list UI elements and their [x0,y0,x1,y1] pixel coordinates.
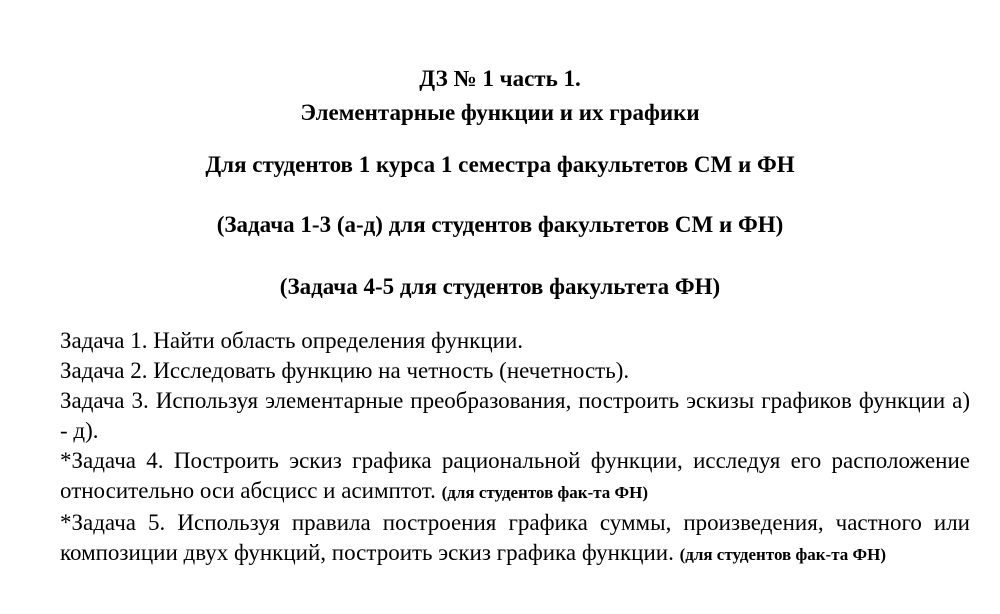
task-5-note: (для студентов фак-та ФН) [679,545,886,564]
task-4-text: *Задача 4. Построить эскиз графика рациональной функции, исследуя его расположение относительно оси абсцисс и асимптот. [60,448,970,503]
task-4-note: (для студентов фак-та ФН) [441,483,649,502]
tasks-4-5-heading: (Задача 4-5 для студентов факультета ФН) [279,274,721,299]
task-1 [60,326,970,356]
task-2-text: Задача 2. Исследовать функцию на четность (нечетность). [60,358,630,383]
task-4 [60,446,970,508]
document-subtitle: Элементарные функции и их графики [300,100,700,125]
task-1-text: Задача 1. Найти область определения функции. [60,328,524,353]
task-5 [60,508,970,570]
task-2 [60,356,970,386]
tasks-1-3-heading: (Задача 1-3 (а-д) для студентов факультетов СМ и ФН) [216,212,784,237]
task-5-text: *Задача 5. Используя правила построения графика суммы, произведения, частного или композиции двух функций, построить эскиз графика функции. [60,510,970,565]
audience-heading: Для студентов 1 курса 1 семестра факультетов СМ и ФН [205,152,795,177]
document-title: ДЗ № 1 часть 1. [419,66,581,91]
task-3-text: Задача 3. Используя элементарные преобразования, построить эскизы графиков функции а) - д). [60,388,970,443]
task-list [60,326,970,570]
task-3 [60,386,970,446]
